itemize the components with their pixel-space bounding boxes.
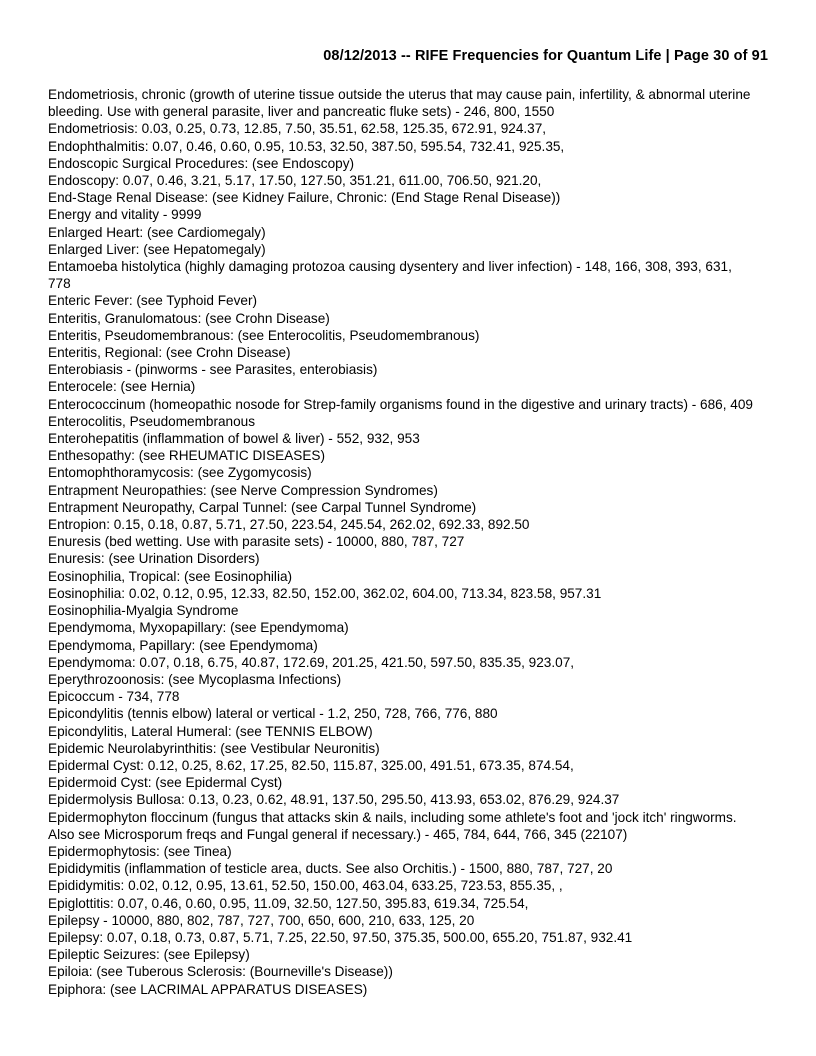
list-item: Epididymitis: 0.02, 0.12, 0.95, 13.61, 52.50, 150.00, 463.04, 633.25, 723.53, 855.35, ,: [48, 878, 563, 894]
list-item: Enteritis, Granulomatous: (see Crohn Disease): [48, 310, 330, 326]
list-item: Ependymoma, Papillary: (see Ependymoma): [48, 637, 318, 653]
list-item: Ependymoma: 0.07, 0.18, 6.75, 40.87, 172.69, 201.25, 421.50, 597.50, 835.35, 923.07,: [48, 654, 575, 670]
list-item: Entamoeba histolytica (highly damaging protozoa causing dysentery and liver infection) - 148, 166, 308, 393, 631, 778: [48, 259, 732, 292]
entry-list: [48, 86, 758, 998]
list-item: Epidermoid Cyst: (see Epidermal Cyst): [48, 775, 283, 791]
list-item: Entropion: 0.15, 0.18, 0.87, 5.71, 27.50, 223.54, 245.54, 262.02, 692.33, 892.50: [48, 517, 530, 533]
list-item: Epiphora: (see LACRIMAL APPARATUS DISEASES): [48, 981, 368, 997]
list-item: Enteric Fever: (see Typhoid Fever): [48, 293, 258, 309]
list-item: Energy and vitality - 9999: [48, 207, 202, 223]
list-item: Enuresis: (see Urination Disorders): [48, 551, 260, 567]
list-item: Enlarged Liver: (see Hepatomegaly): [48, 241, 266, 257]
header-page-word: Page: [673, 48, 714, 64]
list-item: Eosinophilia: 0.02, 0.12, 0.95, 12.33, 82.50, 152.00, 362.02, 604.00, 713.34, 823.58, 957.31: [48, 585, 602, 601]
header-of-word: of: [729, 48, 752, 64]
list-item: Epidemic Neurolabyrinthitis: (see Vestibular Neuronitis): [48, 740, 380, 756]
list-item: Endometriosis: 0.03, 0.25, 0.73, 12.85, 7.50, 35.51, 62.58, 125.35, 672.91, 924.37,: [48, 121, 547, 137]
list-item: Epidermophyton floccinum (fungus that attacks skin & nails, including some athlete's foot and 'jock itch' ringworms. Also see Microsporum freqs and Fungal general if necessary.) - 465, 784, 644, 766, 345 (22107): [48, 809, 737, 842]
header-date: 08/12/2013: [323, 48, 397, 64]
list-item: Enterohepatitis (inflammation of bowel & liver) - 552, 932, 953: [48, 431, 420, 447]
list-item: End-Stage Renal Disease: (see Kidney Failure, Chronic: (End Stage Renal Disease)): [48, 190, 561, 206]
list-item: Enteritis, Pseudomembranous: (see Enterocolitis, Pseudomembranous): [48, 327, 480, 343]
list-item: Epidermolysis Bullosa: 0.13, 0.23, 0.62, 48.91, 137.50, 295.50, 413.93, 653.02, 876.29, 924.37: [48, 792, 620, 808]
list-item: Endometriosis, chronic (growth of uterine tissue outside the uterus that may cause pain, infertility, & abnormal uterine bleeding. Use with general parasite, liver and pancreatic fluke sets) - 246, 800, 1550: [48, 87, 751, 120]
list-item: Epicoccum - 734, 778: [48, 689, 180, 705]
header-pipe: |: [661, 48, 674, 64]
list-item: Entrapment Neuropathy, Carpal Tunnel: (see Carpal Tunnel Syndrome): [48, 499, 477, 515]
list-item: Endoscopic Surgical Procedures: (see Endoscopy): [48, 155, 355, 171]
list-item: Enterocele: (see Hernia): [48, 379, 196, 395]
header-page-number: 30: [713, 48, 730, 64]
list-item: Epilepsy - 10000, 880, 802, 787, 727, 700, 650, 600, 210, 633, 125, 20: [48, 912, 475, 928]
list-item: Enthesopathy: (see RHEUMATIC DISEASES): [48, 448, 326, 464]
list-item: Entomophthoramycosis: (see Zygomycosis): [48, 465, 312, 481]
list-item: Enuresis (bed wetting. Use with parasite sets) - 10000, 880, 787, 727: [48, 534, 465, 550]
header-total-pages: 91: [751, 48, 768, 64]
list-item: Enteritis, Regional: (see Crohn Disease): [48, 345, 291, 361]
list-item: Ependymoma, Myxopapillary: (see Ependymoma): [48, 620, 349, 636]
list-item: Enterocolitis, Pseudomembranous: [48, 413, 256, 429]
header-title: RIFE Frequencies for Quantum Life: [414, 48, 662, 64]
list-item: Eosinophilia, Tropical: (see Eosinophilia): [48, 568, 293, 584]
list-item: Enlarged Heart: (see Cardiomegaly): [48, 224, 266, 240]
list-item: Eperythrozoonosis: (see Mycoplasma Infections): [48, 671, 342, 687]
list-item: Epidermal Cyst: 0.12, 0.25, 8.62, 17.25, 82.50, 115.87, 325.00, 491.51, 673.35, 874.54,: [48, 757, 574, 773]
page-header: [48, 48, 768, 64]
list-item: Epiloia: (see Tuberous Sclerosis: (Bourneville's Disease)): [48, 964, 393, 980]
list-item: Epiglottitis: 0.07, 0.46, 0.60, 0.95, 11.09, 32.50, 127.50, 395.83, 619.34, 725.54,: [48, 895, 529, 911]
list-item: Endoscopy: 0.07, 0.46, 3.21, 5.17, 17.50, 127.50, 351.21, 611.00, 706.50, 921.20,: [48, 173, 542, 189]
list-item: Eosinophilia-Myalgia Syndrome: [48, 603, 239, 619]
list-item: Enterobiasis - (pinworms - see Parasites, enterobiasis): [48, 362, 378, 378]
list-item: Epicondylitis, Lateral Humeral: (see TENNIS ELBOW): [48, 723, 373, 739]
list-item: Epileptic Seizures: (see Epilepsy): [48, 947, 250, 963]
list-item: Enterococcinum (homeopathic nosode for Strep-family organisms found in the digestive and urinary tracts) - 686, 409: [48, 396, 753, 412]
header-separator: --: [396, 48, 415, 64]
list-item: Entrapment Neuropathies: (see Nerve Compression Syndromes): [48, 482, 438, 498]
list-item: Epididymitis (inflammation of testicle area, ducts. See also Orchitis.) - 1500, 880, 787, 727, 20: [48, 861, 613, 877]
list-item: Epicondylitis (tennis elbow) lateral or vertical - 1.2, 250, 728, 766, 776, 880: [48, 706, 498, 722]
list-item: Epilepsy: 0.07, 0.18, 0.73, 0.87, 5.71, 7.25, 22.50, 97.50, 375.35, 500.00, 655.20, 751.87, 932.41: [48, 929, 633, 945]
list-item: Endophthalmitis: 0.07, 0.46, 0.60, 0.95, 10.53, 32.50, 387.50, 595.54, 732.41, 925.35,: [48, 138, 565, 154]
list-item: Epidermophytosis: (see Tinea): [48, 843, 232, 859]
